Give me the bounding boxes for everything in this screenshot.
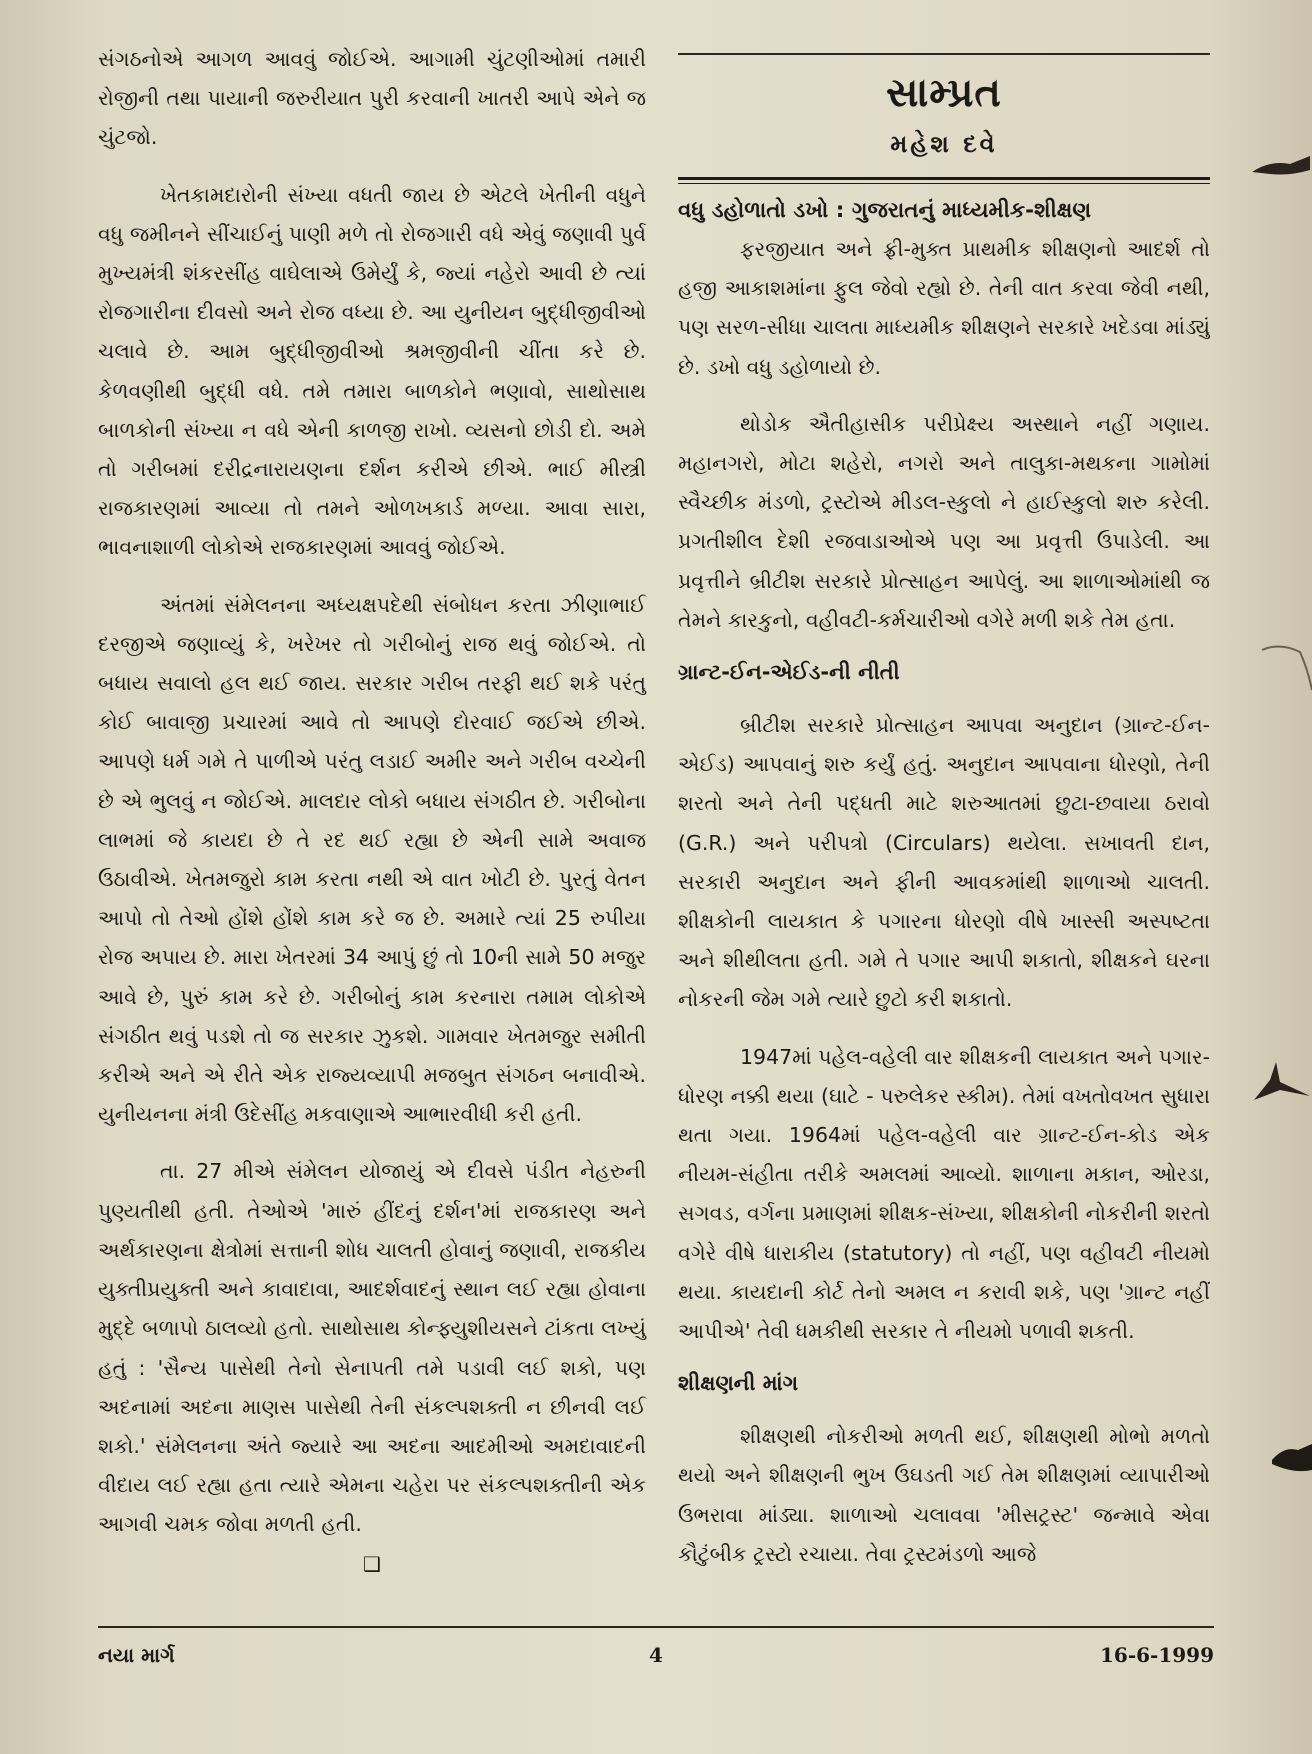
paper-tear-mark bbox=[1260, 640, 1312, 700]
page-footer bbox=[98, 1626, 1214, 1668]
paper-tear-mark bbox=[1250, 150, 1312, 190]
paper-tear-mark bbox=[1250, 1060, 1312, 1110]
article-end-mark: ❑ bbox=[363, 1551, 381, 1576]
paper-tear-mark bbox=[1270, 1440, 1312, 1480]
article-paragraph: ફરજીયાત અને ફ્રી-મુક્ત પ્રાથમીક શીક્ષણનો આદર્શ તો હજી આકાશમાંના ફુલ જેવો રહ્યો છે. તેની વાત કરવા જેવી નથી, પણ સરળ-સીધા ચાલતા માધ્યમીક શીક્ષણને સરકારે ખદેડવા માંડ્યું છે. ડખો વધુ ડહોળાયો છે. bbox=[678, 237, 1210, 379]
section-subheading: ગ્રાન્ટ-ઈન-એઈડ-ની નીતી bbox=[678, 660, 900, 685]
article-paragraph: તા. 27 મીએ સંમેલન યોજાયું એ દીવસે પંડીત નેહરુની પુણ્યતીથી હતી. તેઓએ 'મારું હીંદનું દર્શન'માં રાજકારણ અને અર્થકારણના ક્ષેત્રોમાં સત્તાની શોધ ચાલતી હોવાનું જણાવી, રાજકીય યુક્તીપ્રયુક્તી અને કાવાદાવા, આદર્શવાદનું સ્થાન લઈ રહ્યા હોવાના મુદ્દે બળાપો ઠાલવ્યો હતો. સાથોસાથ કોન્ફ્યુશીયસને ટાંકતા લખ્યું હતું : 'સૈન્ય પાસેથી તેનો સેનાપતી તમે પડાવી લઈ શકો, પણ અદનામાં અદના માણસ પાસેથી તેની સંકલ્પશક્તી ન છીનવી લઈ શકો.' સંમેલનના અંતે જ્યારે આ અદના આદમીઓ અમદાવાદની વીદાય લઈ રહ્યા હતા ત્યારે એમના ચહેરા પર સંકલ્પશક્તીની એક આગવી ચમક જોવા મળતી હતી. bbox=[98, 1159, 646, 1537]
publication-name: નયા માર્ગ bbox=[98, 1643, 175, 1667]
page-number: 4 bbox=[649, 1643, 663, 1667]
section-subheading: શીક્ષણની માંગ bbox=[678, 1371, 799, 1396]
article-paragraph: થોડોક ઐતીહાસીક પરીપ્રેક્ષ્ય અસ્થાને નહીં ગણાય. મહાનગરો, મોટા શહેરો, નગરો અને તાલુકા-મથકના ગામોમાં સ્વૈચ્છીક મંડળો, ટ્રસ્ટોએ મીડલ-સ્કુલો ને હાઈસ્કુલો શરુ કરેલી. પ્રગતીશીલ દેશી રજવાડાઓએ પણ આ પ્રવૃત્તી ઉપાડેલી. આ પ્રવૃત્તીને બ્રીટીશ સરકારે પ્રોત્સાહન આપેલું. આ શાળાઓમાંથી જ તેમને કારકુનો, વહીવટી-કર્મચારીઓ વગેરે મળી શકે તેમ હતા. bbox=[678, 411, 1210, 632]
column-title: સામ્પ્રત bbox=[886, 69, 1002, 116]
issue-date: 16-6-1999 bbox=[1099, 1643, 1214, 1667]
headline-rule bbox=[678, 177, 1210, 184]
article-headline: વધુ ડહોળાતો ડખો : ગુજરાતનું માધ્યમીક-શીક્ષણ bbox=[678, 198, 1092, 223]
article-paragraph: શીક્ષણથી નોકરીઓ મળતી થઈ, શીક્ષણથી મોભો મળતો થયો અને શીક્ષણની ભુખ ઉઘડતી ગઈ તેમ શીક્ષણમાં વ્યાપારીઓ ઉભરાવા માંડ્યા. શાળાઓ ચલાવવા 'મીસટ્રસ્ટ' જન્માવે એવા કૌટુંબીક ટ્રસ્ટો રચાયા. તેવા ટ્રસ્ટમંડળો આજે bbox=[678, 1424, 1210, 1566]
left-column bbox=[98, 40, 646, 1579]
article-paragraph: અંતમાં સંમેલનના અધ્યક્ષપદેથી સંબોધન કરતા ઝીણાભાઈ દરજીએ જણાવ્યું કે, ખરેખર તો ગરીબોનું રાજ થવું જોઈએ. તો બધાય સવાલો હલ થઈ જાય. સરકાર ગરીબ તરફી થઈ શકે પરંતુ કોઈ બાવાજી પ્રચારમાં આવે તો આપણે દોરવાઈ જઈએ છીએ. આપણે ધર્મ ગમે તે પાળીએ પરંતુ લડાઈ અમીર અને ગરીબ વચ્ચેની છે એ ભુલવું ન જોઈએ. માલદાર લોકો બધાય સંગઠીત છે. ગરીબોના લાભમાં જે કાયદા છે તે રદ થઈ રહ્યા છે એની સામે અવાજ ઉઠાવીએ. ખેતમજુરો કામ કરતા નથી એ વાત ખોટી છે. પુરતું વેતન આપો તો તેઓ હોંશે હોંશે કામ કરે જ છે. અમારે ત્યાં 25 રુપીયા રોજ અપાય છે. મારા ખેતરમાં 34 આપું છું તો 10ની સામે 50 મજુર આવે છે, પુરું કામ કરે છે. ગરીબોનું કામ કરનારા તમામ લોકોએ સંગઠીત થવું પડશે તો જ સરકાર ઝુકશે. ગામવાર ખેતમજુર સમીતી કરીએ અને એ રીતે એક રાજ્યવ્યાપી મજબુત સંગઠન બનાવીએ. યુનીયનના મંત્રી ઉદેસીંહ મકવાણાએ આભારવીધી કરી હતી. bbox=[98, 592, 646, 1127]
column-top-rule bbox=[678, 53, 1210, 55]
article-paragraph: 1947માં પહેલ-વહેલી વાર શીક્ષકની લાયકાત અને પગાર-ધોરણ નક્કી થયા (ઘાટે - પરુલેકર સ્કીમ). તેમાં વખતોવખત સુધારા થતા ગયા. 1964માં પહેલ-વહેલી વાર ગ્રાન્ટ-ઈન-કોડ એક નીયમ-સંહીતા તરીકે અમલમાં આવ્યો. શાળાના મકાન, ઓરડા, સગવડ, વર્ગના પ્રમાણમાં શીક્ષક-સંખ્યા, શીક્ષકોની નોકરીની શરતો વગેરે વીષે ધારાકીય (statutory) તો નહીં, પણ વહીવટી નીયમો થયા. કાયદાની કોર્ટ તેનો અમલ ન કરાવી શકે, પણ 'ગ્રાન્ટ નહીં આપીએ' તેવી ધમકીથી સરકાર તે નીયમો પળાવી શકતી. bbox=[678, 1044, 1210, 1344]
article-paragraph: બ્રીટીશ સરકારે પ્રોત્સાહન આપવા અનુદાન (ગ્રાન્ટ-ઈન-એઈડ) આપવાનું શરુ કર્યું હતું. અનુદાન આપવાના ધોરણો, તેની શરતો અને તેની પદ્ધતી માટે શરુઆતમાં છુટા-છવાયા ઠરાવો (G.R.) અને પરીપત્રો (Circulars) થયેલા. સખાવતી દાન, સરકારી અનુદાન અને ફીની આવકમાંથી શાળાઓ ચાલતી. શીક્ષકોની લાયકાત કે પગારના ધોરણો વીષે ખાસ્સી અસ્પષ્ટતા અને શીથીલતા હતી. ગમે તે પગાર આપી શકાતો, શીક્ષકને ઘરના નોકરની જેમ ગમે ત્યારે છુટો કરી શકાતો. bbox=[678, 713, 1210, 1012]
article-paragraph: ખેતકામદારોની સંખ્યા વધતી જાય છે એટલે ખેતીની વધુને વધુ જમીનને સીંચાઈનું પાણી મળે તો રોજગારી વધે એવું જણાવી પુર્વ મુખ્યમંત્રી શંકરસીંહ વાઘેલાએ ઉમેર્યું કે, જ્યાં નહેરો આવી છે ત્યાં રોજગારીના દીવસો અને રોજ વધ્યા છે. આ યુનીયન બુદ્ધીજીવીઓ ચલાવે છે. આમ બુદ્ધીજીવીઓ શ્રમજીવીની ચીંતા કરે છે. કેળવણીથી બુદ્ધી વધે. તમે તમારા બાળકોને ભણાવો, સાથોસાથ બાળકોની સંખ્યા ન વધે એની કાળજી રાખો. વ્યસનો છોડી દો. અમે તો ગરીબમાં દરીદ્રનારાયણના દર્શન કરીએ છીએ. ભાઈ મીસ્ત્રી રાજકારણમાં આવ્યા તો તમને ઓળખકાર્ડ મળ્યા. આવા સારા, ભાવનાશાળી લોકોએ રાજકારણમાં આવવું જોઈએ. bbox=[98, 182, 646, 560]
author-name: મહેશ દવે bbox=[890, 130, 998, 158]
article-paragraph: સંગઠનોએ આગળ આવવું જોઈએ. આગામી ચુંટણીઓમાં તમારી રોજીની તથા પાયાની જરુરીયાત પુરી કરવાની ખાતરી આપે એને જ ચુંટજો. bbox=[98, 47, 646, 150]
right-column bbox=[678, 40, 1210, 1574]
